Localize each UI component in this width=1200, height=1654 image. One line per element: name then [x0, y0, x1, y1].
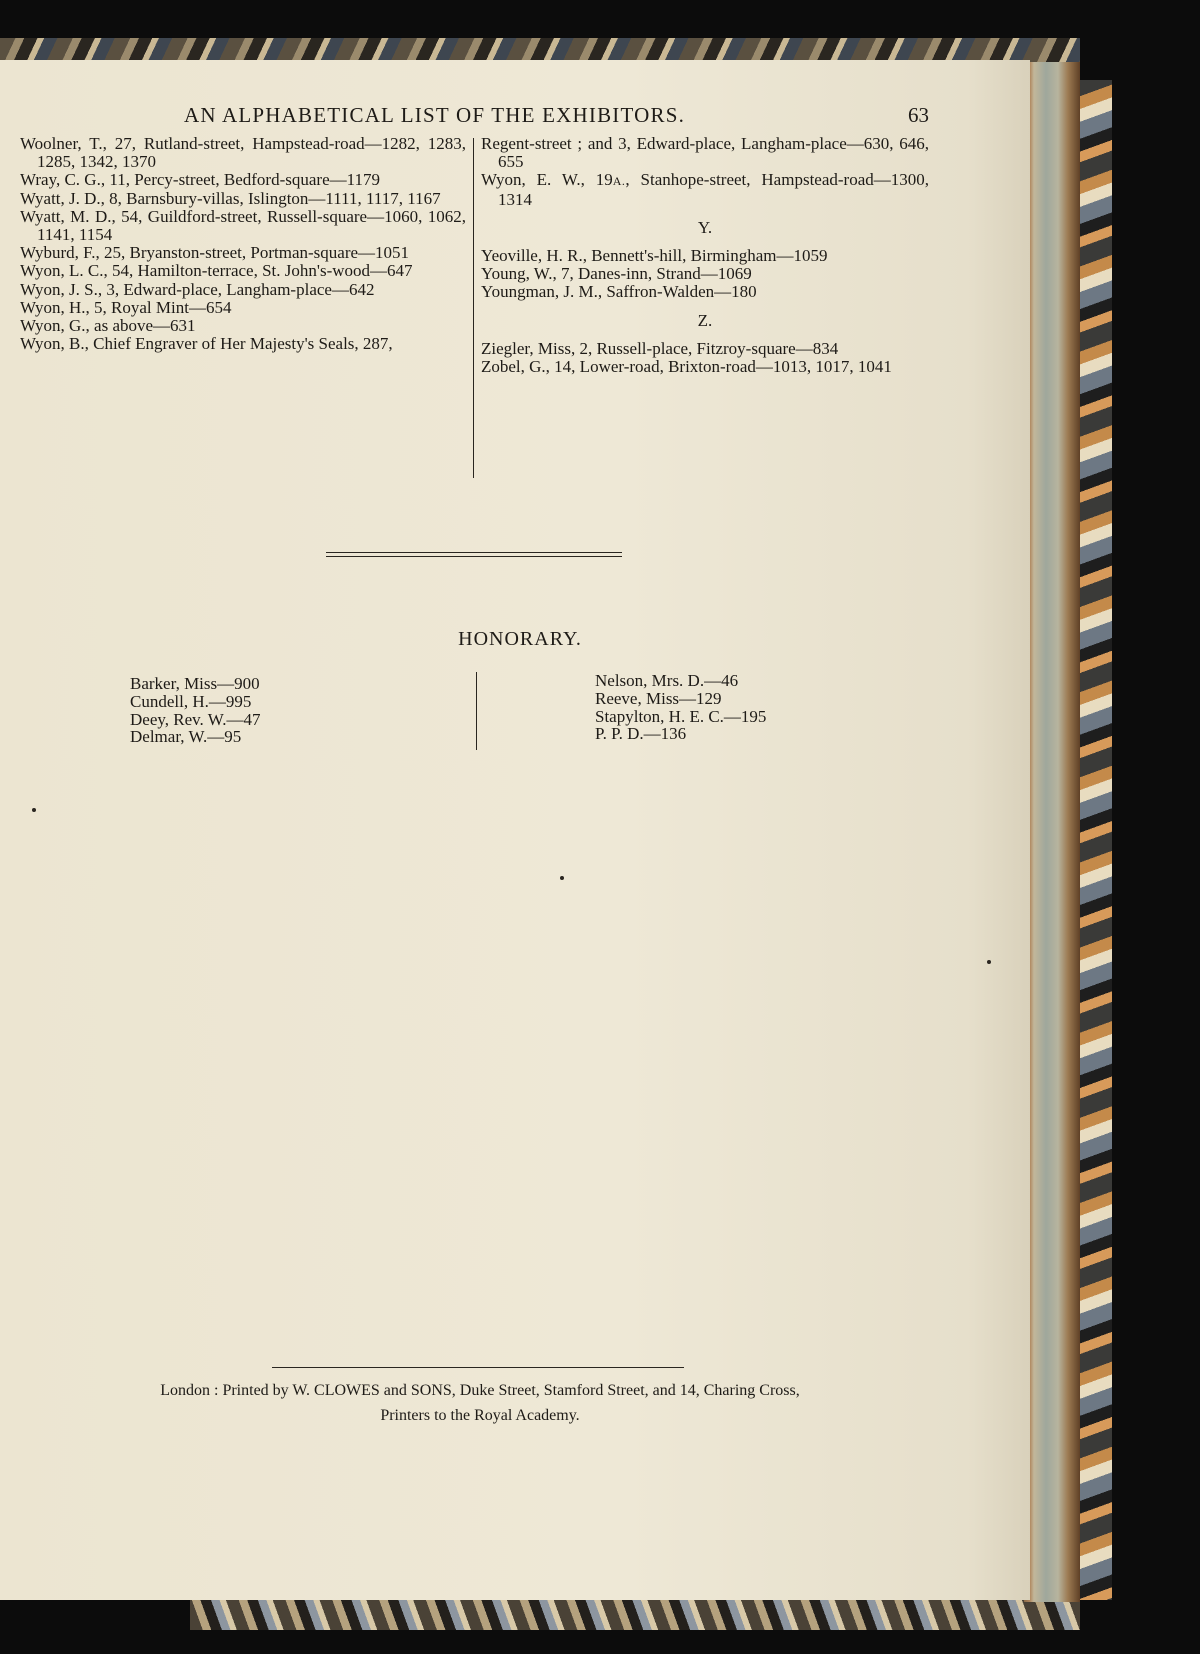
header-title: AN ALPHABETICAL LIST OF THE EXHIBITORS. — [184, 103, 686, 127]
small-caps-text: A. — [612, 174, 626, 189]
double-rule-top — [326, 552, 622, 553]
list-item: Wyon, J. S., 3, Edward-place, Langham-place—642 — [20, 279, 375, 299]
printer-imprint — [100, 1378, 860, 1428]
list-item: Wyon, B., Chief Engraver of Her Majesty's Seals, 287, — [20, 334, 393, 354]
list-item: Ziegler, Miss, 2, Russell-place, Fitzroy-square—834 — [481, 338, 839, 358]
list-item: Nelson, Mrs. D.—46 — [595, 671, 739, 690]
list-item: Wyatt, J. D., 8, Barnsbury-villas, Islington—1111, 1117, 1167 — [20, 188, 441, 208]
speck — [32, 808, 36, 812]
imprint-line: Printers to the Royal Academy. — [380, 1407, 580, 1424]
list-item-continuation: Regent-street ; and 3, Edward-place, Langham-place—630, 646, 655 — [481, 134, 929, 172]
list-item: Reeve, Miss—129 — [595, 688, 722, 708]
entry-text: , Stanhope-street, Hampstead-road—1300, 1314 — [498, 170, 929, 209]
list-item: Deey, Rev. W.—47 — [130, 709, 261, 729]
page-number: 63 — [908, 103, 929, 127]
list-item: Cundell, H.—995 — [130, 691, 252, 711]
right-column — [481, 135, 929, 376]
list-item: Wyon, G., as above—631 — [20, 316, 196, 336]
list-item: Delmar, W.—95 — [130, 727, 242, 747]
honorary-heading: HONORARY. — [458, 628, 582, 650]
entry-text: Wyon, E. W., 19 — [481, 170, 613, 190]
section-heading-z: Z. — [697, 310, 713, 330]
speck — [987, 960, 991, 964]
honorary-right-list — [595, 672, 895, 743]
honorary-divider — [476, 672, 477, 750]
section-heading-y: Y. — [697, 217, 713, 237]
list-item: Woolner, T., 27, Rutland-street, Hampstead-road—1282, 1283, 1285, 1342, 1370 — [20, 134, 466, 172]
list-item: Youngman, J. M., Saffron-Walden—180 — [481, 282, 757, 302]
list-item: Wyburd, F., 25, Bryanston-street, Portman-square—1051 — [20, 243, 410, 263]
list-item: P. P. D.—136 — [595, 724, 687, 744]
book-page-edge — [1024, 62, 1080, 1602]
left-column — [20, 135, 466, 353]
list-item: Barker, Miss—900 — [130, 674, 260, 693]
footer-rule — [272, 1367, 684, 1368]
list-item: Wyon, L. C., 54, Hamilton-terrace, St. John's-wood—647 — [20, 261, 413, 281]
speck — [560, 876, 564, 880]
list-item — [481, 171, 929, 208]
list-item: Stapylton, H. E. C.—195 — [595, 706, 767, 726]
running-header — [184, 103, 929, 133]
column-divider — [473, 138, 474, 478]
list-item: Wray, C. G., 11, Percy-street, Bedford-square—1179 — [20, 170, 380, 190]
list-item: Zobel, G., 14, Lower-road, Brixton-road—1013, 1017, 1041 — [481, 357, 892, 377]
double-rule-bottom — [326, 556, 622, 557]
list-item: Wyon, H., 5, Royal Mint—654 — [20, 297, 232, 317]
list-item: Wyatt, M. D., 54, Guildford-street, Russell-square—1060, 1062, 1141, 1154 — [20, 206, 466, 245]
list-item: Yeoville, H. R., Bennett's-hill, Birmingham—1059 — [481, 246, 828, 266]
imprint-line: London : Printed by W. CLOWES and SONS, Duke Street, Stamford Street, and 14, Charing Cross, — [160, 1382, 800, 1399]
list-item: Young, W., 7, Danes-inn, Strand—1069 — [481, 264, 752, 284]
honorary-left-list — [130, 675, 430, 746]
